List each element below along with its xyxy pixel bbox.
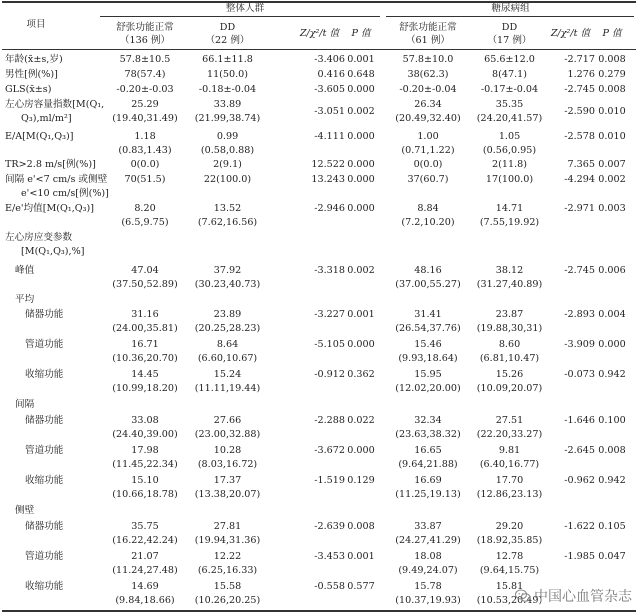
top-rule	[2, 1, 636, 3]
cell-range: (13.38,20.07)	[194, 489, 261, 500]
cell-value: 8.64	[216, 339, 239, 350]
cell-range: (6.5,9.75)	[121, 217, 169, 228]
cell-range: (10.99,18.20)	[112, 383, 178, 394]
cell-range: (6.60,10.67)	[197, 353, 258, 364]
cell-value: 33.89	[213, 99, 242, 110]
cell-range: (0.58,0.88)	[200, 145, 255, 156]
cell-range: (6.40,16.77)	[479, 459, 540, 470]
cell-range: (22.20,33.27)	[476, 429, 543, 440]
header-g1-dd: DD	[219, 22, 236, 33]
cell-value: 57.8±10.5	[119, 54, 171, 65]
cell-p: 0.000	[598, 339, 626, 350]
cell-value: 27.81	[213, 521, 242, 532]
cell-stat: -3.318	[314, 265, 345, 276]
cell-value: 66.1±11.8	[202, 54, 253, 65]
cell-value: 31.16	[131, 309, 159, 320]
cell-value: 15.58	[213, 581, 242, 592]
cell-p: 0.006	[598, 265, 626, 276]
cell-p: 0.105	[598, 521, 626, 532]
cell-value: -0.18±-0.04	[198, 84, 257, 95]
cell-p: 0.000	[347, 174, 375, 185]
cell-value: 29.20	[495, 521, 524, 532]
cell-value: 0(0.0)	[413, 159, 443, 170]
cell-p: 0.000	[347, 445, 375, 456]
cell-value: 48.16	[414, 265, 442, 276]
cell-range: (10.53,20.49)	[476, 595, 543, 606]
cell-value: 47.04	[131, 265, 159, 276]
cell-value: 15.46	[414, 339, 442, 350]
cell-range: (0.71,1.22)	[401, 145, 455, 156]
cell-p: 0.129	[347, 475, 375, 486]
cell-range: (21.99,38.74)	[194, 113, 261, 124]
cell-value: 32.34	[414, 415, 442, 426]
cell-p: 0.001	[347, 309, 375, 320]
header-g2-dd: DD	[501, 22, 518, 33]
cell-p: 0.577	[347, 581, 375, 592]
cell-p: 0.000	[347, 339, 375, 350]
header-bottom-rule	[2, 49, 636, 50]
cell-value: 16.71	[131, 339, 159, 350]
cell-stat: -0.912	[314, 369, 345, 380]
cell-value: 1.05	[498, 131, 521, 142]
cell-stat: -2.590	[564, 106, 595, 117]
cell-value: 57.8±10.0	[402, 54, 454, 65]
cell-value: 78(57.4)	[124, 69, 166, 80]
cell-range: (18.92,35.85)	[476, 535, 543, 546]
cell-p: 0.942	[598, 475, 626, 486]
cell-stat: -3.672	[314, 445, 345, 456]
cell-stat: -4.111	[314, 131, 345, 142]
cell-stat: -1.985	[564, 551, 595, 562]
cell-range: (12.86,23.13)	[476, 489, 543, 500]
cell-p: 0.047	[598, 551, 626, 562]
header-item: 项目	[26, 19, 46, 30]
cell-value: 8.60	[498, 339, 521, 350]
cell-stat: -3.605	[314, 84, 345, 95]
cell-value: -0.20±-0.04	[399, 84, 457, 95]
row-label: 储器功能	[25, 415, 64, 426]
cell-value: -0.20±-0.03	[116, 84, 174, 95]
cell-range: (9.93,18.64)	[398, 353, 458, 364]
row-label: 储器功能	[25, 521, 64, 532]
cell-stat: -0.962	[564, 475, 595, 486]
cell-range: (30.23,40.73)	[194, 279, 261, 290]
cell-value: 9.81	[498, 445, 521, 456]
row-label: 间隔 e'<7 cm/s 或侧壁	[5, 174, 108, 185]
row-label: 左心房容量指数[M(Q₁,	[5, 99, 105, 110]
cell-value: 26.34	[414, 99, 442, 110]
cell-value: 8.84	[417, 203, 439, 214]
cell-value: 35.75	[131, 521, 159, 532]
row-label: E/e'均值[M(Q₁,Q₃)]	[5, 203, 95, 214]
cell-range: (10.26,20.25)	[194, 595, 261, 606]
cell-range: (24.20,41.57)	[476, 113, 543, 124]
cell-value: 18.08	[414, 551, 442, 562]
cell-p: 0.279	[598, 69, 626, 80]
header-g1-stat: Z/χ²/t 值	[299, 28, 340, 39]
cell-stat: -2.745	[564, 265, 595, 276]
cell-value: -0.17±-0.04	[480, 84, 539, 95]
cell-stat: -2.745	[564, 84, 595, 95]
cell-range: (19.40,31.49)	[112, 113, 178, 124]
cell-p: 0.648	[347, 69, 375, 80]
cell-stat: -2.971	[564, 203, 595, 214]
cell-range: (11.45,22.34)	[112, 459, 178, 470]
header-g2-p: P 值	[602, 28, 622, 39]
cell-value: 13.52	[213, 203, 242, 214]
cell-value: 17.98	[131, 445, 159, 456]
header-g1-dd-n: （22 例）	[205, 35, 250, 46]
cell-p: 0.002	[598, 174, 626, 185]
cell-range: (10.66,18.78)	[112, 489, 178, 500]
cell-value: 65.6±12.0	[484, 54, 535, 65]
row-label: 峰值	[15, 265, 35, 276]
cell-stat: -3.909	[564, 339, 595, 350]
watermark-text: 中国心血管杂志	[534, 589, 632, 605]
cell-value: 14.69	[131, 581, 159, 592]
row-label: [M(Q₁,Q₃),%]	[21, 246, 85, 257]
cell-value: 15.26	[495, 369, 524, 380]
cell-stat: 0.416	[317, 69, 345, 80]
row-label: 管道功能	[25, 445, 64, 456]
row-label: e'<10 cm/s[例(%)]	[21, 188, 109, 199]
cell-range: (37.00,55.27)	[395, 279, 461, 290]
group2-underline	[386, 16, 634, 17]
cell-p: 0.100	[598, 415, 626, 426]
cell-range: (19.94,31.36)	[194, 535, 261, 546]
cell-stat: -1.646	[564, 415, 595, 426]
cell-range: (10.09,20.07)	[476, 383, 543, 394]
cell-range: (31.27,40.89)	[476, 279, 543, 290]
cell-range: (19.88,30,31)	[476, 323, 543, 334]
cell-stat: -1.622	[564, 521, 595, 532]
cell-value: 14.45	[131, 369, 159, 380]
cell-value: 33.08	[131, 415, 159, 426]
cell-p: 0.000	[347, 203, 375, 214]
cell-range: (23.00,32.88)	[194, 429, 261, 440]
cell-range: (26.54,37.76)	[395, 323, 461, 334]
cell-value: 0(0.0)	[130, 159, 160, 170]
cell-p: 0.004	[598, 309, 626, 320]
cell-value: 11(50.0)	[206, 69, 249, 80]
header-group-diabetes: 糖尿病组	[491, 3, 530, 14]
cell-value: 2(9.1)	[213, 159, 242, 170]
cell-value: 15.24	[213, 369, 242, 380]
cell-stat: 1.276	[567, 69, 595, 80]
cell-range: (6.25,16.33)	[197, 565, 258, 576]
cell-range: (9.84,18.66)	[115, 595, 175, 606]
cell-value: 14.71	[495, 203, 524, 214]
cell-value: 21.07	[131, 551, 159, 562]
row-label: 平均	[15, 294, 35, 305]
cell-stat: -3.453	[314, 551, 345, 562]
cell-value: 1.00	[417, 131, 439, 142]
cell-range: (11.24,27.48)	[112, 565, 178, 576]
cell-value: 17.37	[213, 475, 242, 486]
cell-range: (9.64,21.88)	[398, 459, 458, 470]
cell-value: 31.41	[414, 309, 442, 320]
cell-value: 1.18	[134, 131, 156, 142]
row-label: 左心房应变参数	[5, 232, 73, 243]
cell-stat: -2.946	[314, 203, 345, 214]
cell-p: 0.001	[347, 54, 375, 65]
cell-value: 35.35	[495, 99, 524, 110]
header-g2-normal-n: （61 例）	[405, 35, 451, 46]
cell-stat: 7.365	[567, 159, 595, 170]
row-label: 收缩功能	[25, 581, 64, 592]
header-g2-normal: 舒张功能正常	[399, 22, 457, 33]
cell-value: 70(51.5)	[124, 174, 166, 185]
wechat-icon	[515, 589, 531, 603]
cell-range: (8.03,16.72)	[197, 459, 258, 470]
row-label: 年龄(x̄±s,岁)	[5, 54, 63, 65]
cell-stat: -0.558	[314, 581, 345, 592]
cell-value: 15.81	[495, 581, 524, 592]
bottom-rule	[2, 610, 636, 612]
header-g1-normal: 舒张功能正常	[116, 22, 174, 33]
header-g2-stat: Z/χ²/t 值	[550, 28, 591, 39]
cell-p: 0.010	[598, 131, 626, 142]
row-label: Q₃),ml/m²]	[21, 113, 72, 124]
cell-range: (0.83,1.43)	[118, 145, 172, 156]
cell-p: 0.022	[347, 415, 375, 426]
cell-range: (24.00,35.81)	[112, 323, 178, 334]
cell-range: (11.11,19.44)	[194, 383, 261, 394]
cell-stat: -3.406	[314, 54, 345, 65]
row-label: 男性[例(%)]	[5, 69, 58, 80]
header-g1-normal-n: （136 例）	[119, 35, 171, 46]
cell-stat: 13.243	[311, 174, 345, 185]
cell-p: 0.000	[347, 159, 375, 170]
cell-value: 27.66	[213, 415, 242, 426]
cell-p: 0.003	[598, 203, 626, 214]
cell-stat: -2.639	[314, 521, 345, 532]
cell-p: 0.362	[347, 369, 375, 380]
cell-range: (24.40,39.00)	[112, 429, 178, 440]
cell-range: (20.25,28.23)	[194, 323, 261, 334]
cell-value: 17.70	[495, 475, 524, 486]
cell-stat: -2.717	[564, 54, 595, 65]
cell-value: 33.87	[414, 521, 442, 532]
cell-range: (16.22,42.24)	[112, 535, 178, 546]
row-label: GLS(x̄±s)	[5, 84, 52, 95]
cell-range: (9.49,24.07)	[398, 565, 458, 576]
cell-value: 25.29	[131, 99, 159, 110]
cell-range: (7.55,19.92)	[479, 217, 540, 228]
cell-p: 0.942	[598, 369, 626, 380]
cell-stat: -4.294	[564, 174, 595, 185]
cell-stat: -2.288	[314, 415, 345, 426]
cell-p: 0.008	[598, 54, 626, 65]
cell-p: 0.008	[598, 445, 626, 456]
cell-value: 16.69	[414, 475, 442, 486]
cell-value: 2(11.8)	[492, 159, 527, 170]
cell-range: (10.36,20.70)	[112, 353, 178, 364]
cell-p: 0.002	[347, 106, 375, 117]
cell-p: 0.000	[347, 131, 375, 142]
cell-p: 0.001	[347, 551, 375, 562]
header-group-overall: 整体人群	[225, 3, 265, 14]
row-label: TR>2.8 m/s[例(%)]	[5, 159, 96, 170]
cell-p: 0.008	[598, 84, 626, 95]
row-label: E/A[M(Q₁,Q₃)]	[5, 131, 74, 142]
cell-value: 38.12	[495, 265, 524, 276]
cell-stat: 12.522	[311, 159, 345, 170]
cell-value: 8.20	[134, 203, 156, 214]
cell-stat: -2.645	[564, 445, 595, 456]
cell-range: (6.81,10.47)	[479, 353, 540, 364]
cell-value: 12.22	[213, 551, 242, 562]
cell-p: 0.002	[347, 265, 375, 276]
row-label: 收缩功能	[25, 369, 64, 380]
cell-stat: -0.073	[564, 369, 595, 380]
row-label: 侧壁	[15, 505, 35, 516]
cell-value: 37(60.7)	[407, 174, 449, 185]
cell-stat: -1.519	[314, 475, 345, 486]
cell-value: 16.65	[414, 445, 442, 456]
cell-range: (23.63,38.32)	[395, 429, 461, 440]
header-g2-dd-n: （17 例）	[487, 35, 532, 46]
cell-value: 0.99	[216, 131, 239, 142]
cell-range: (7.2,10.20)	[401, 217, 455, 228]
cell-value: 38(62.3)	[407, 69, 449, 80]
row-label: 收缩功能	[25, 475, 64, 486]
cell-value: 15.78	[414, 581, 442, 592]
row-label: 管道功能	[25, 339, 64, 350]
row-label: 储器功能	[25, 309, 64, 320]
row-label: 间隔	[15, 399, 35, 410]
cell-stat: -5.105	[314, 339, 345, 350]
cell-value: 23.87	[495, 309, 524, 320]
cell-value: 15.10	[131, 475, 159, 486]
cell-stat: -3.051	[314, 106, 345, 117]
cell-range: (20.49,32.40)	[395, 113, 461, 124]
cell-p: 0.007	[598, 159, 626, 170]
cell-p: 0.008	[347, 521, 375, 532]
cell-p: 0.010	[598, 106, 626, 117]
cell-range: (9.64,15.75)	[479, 565, 540, 576]
cell-range: (11.25,19.13)	[395, 489, 461, 500]
header-g1-p: P 值	[351, 28, 371, 39]
cell-value: 23.89	[213, 309, 242, 320]
cell-stat: -3.227	[314, 309, 345, 320]
cell-p: 0.000	[347, 84, 375, 95]
cell-value: 8(47.1)	[492, 69, 527, 80]
cell-value: 22(100.0)	[203, 174, 252, 185]
cell-value: 15.95	[414, 369, 442, 380]
row-label: 管道功能	[25, 551, 64, 562]
watermark	[515, 586, 632, 606]
group1-underline	[100, 16, 380, 17]
cell-stat: -2.893	[564, 309, 595, 320]
cell-value: 17(100.0)	[485, 174, 534, 185]
cell-value: 27.51	[495, 415, 524, 426]
cell-value: 10.28	[213, 445, 242, 456]
cell-range: (37.50,52.89)	[112, 279, 178, 290]
cell-range: (0.56,0.95)	[482, 145, 537, 156]
cell-value: 12.78	[495, 551, 524, 562]
cell-value: 37.92	[213, 265, 242, 276]
cell-range: (12.02,20.00)	[395, 383, 461, 394]
cell-stat: -2.578	[564, 131, 595, 142]
cell-range: (10.37,19.93)	[395, 595, 461, 606]
cell-range: (24.27,41.29)	[395, 535, 461, 546]
cell-range: (7.62,16.56)	[197, 217, 258, 228]
